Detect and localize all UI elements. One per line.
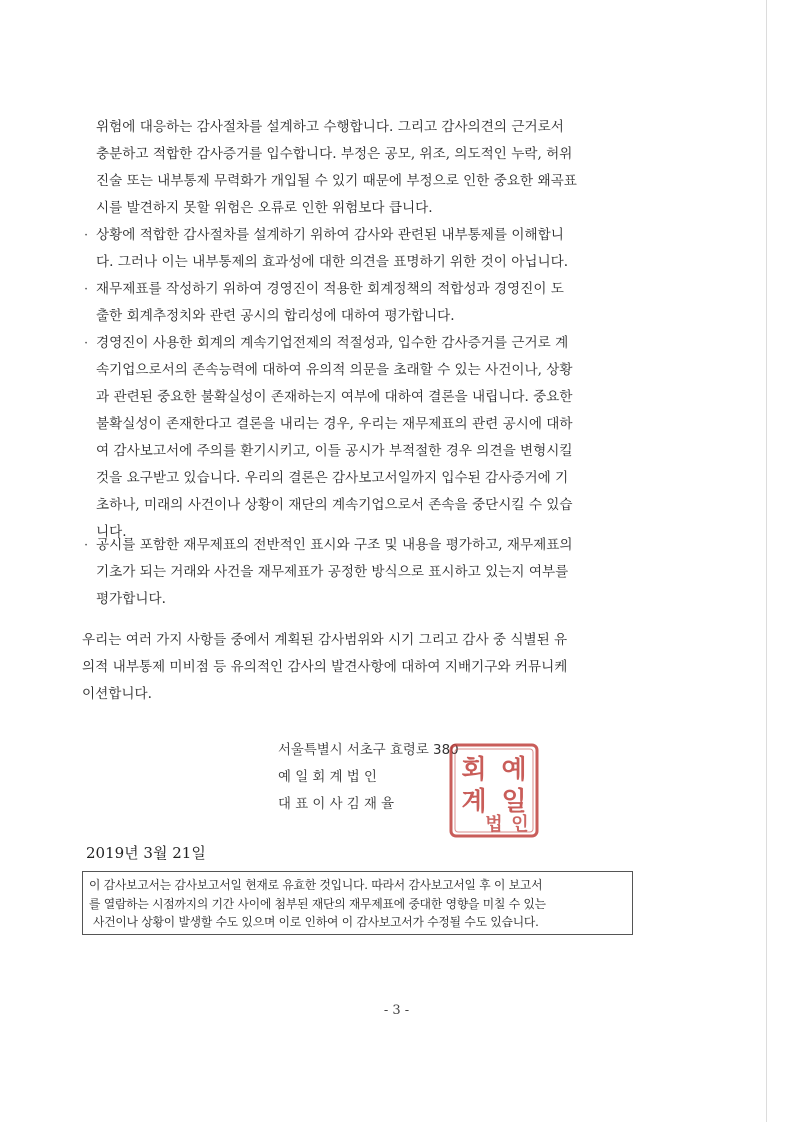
paragraph-line: 우리는 여러 가지 사항들 중에서 계획된 감사범위와 시기 그리고 감사 중 식별된 유 (82, 632, 568, 648)
bullet-line: 재무제표를 작성하기 위하여 경영진이 적용한 회계정책의 적합성과 경영진이 도 (96, 281, 564, 297)
bullet-line: 것을 요구받고 있습니다. 우리의 결론은 감사보고서일까지 입수된 감사증거에 기 (96, 470, 569, 486)
bullet-line: 상황에 적합한 감사절차를 설계하기 위하여 감사와 관련된 내부통제를 이해합니 (96, 227, 564, 243)
closing-paragraph (82, 627, 567, 708)
bullet-marker: · (84, 336, 89, 351)
seal-character: 일 (501, 787, 527, 817)
paragraph-line: 위험에 대응하는 감사절차를 설계하고 수행합니다. 그리고 감사의견의 근거로서 (96, 119, 564, 135)
firm-seal-stamp (448, 742, 540, 839)
bullet-line: 니다. (96, 524, 127, 540)
bullet-line: 기초가 되는 거래와 사건을 재무제표가 공정한 방식으로 표시하고 있는지 여부를 (96, 564, 569, 580)
paragraph-line: 충분하고 적합한 감사증거를 입수합니다. 부정은 공모, 위조, 의도적인 누락, 허위 (96, 146, 573, 162)
notice-line: 이 감사보고서는 감사보고서일 현재로 유효한 것입니다. 따라서 감사보고서일 후 이 보고서 (89, 878, 543, 892)
bullet-line: 초하나, 미래의 사건이나 상황이 재단의 계속기업으로서 존속을 중단시킬 수 있습 (96, 497, 573, 513)
bullet-item (96, 276, 564, 330)
bullet-marker: · (84, 282, 89, 297)
bullet-item (96, 532, 573, 613)
bullet-line: 출한 회계추정치와 관련 공시의 합리성에 대하여 평가합니다. (96, 308, 455, 324)
firm-representative: 대 표 이 사 김 재 율 (278, 797, 395, 812)
bullet-line: 여 감사보고서에 주의를 환기시키고, 이들 공시가 부적절한 경우 의견을 변형시킬 (96, 443, 573, 459)
bullet-line: 경영진이 사용한 회계의 계속기업전제의 적절성과, 입수한 감사증거를 근거로 계 (96, 335, 569, 351)
seal-character: 예 (501, 755, 527, 785)
seal-character: 계 (461, 787, 487, 817)
paragraph-line: 이션합니다. (82, 686, 152, 702)
bullet-item (96, 330, 573, 546)
validity-notice-box (82, 871, 633, 935)
bullet-line: 평가합니다. (96, 591, 166, 607)
firm-name: 예 일 회 계 법 인 (278, 770, 377, 785)
bullet-line: 과 관련된 중요한 불확실성이 존재하는지 여부에 대하여 결론을 내립니다. 중요한 (96, 389, 573, 405)
page-number: - 3 - (383, 1003, 410, 1018)
seal-character: 회 (461, 755, 487, 785)
firm-address: 서울특별시 서초구 효령로 380 (278, 743, 459, 758)
notice-line: 를 열람하는 시점까지의 기간 사이에 첨부된 재단의 재무제표에 중대한 영향을 미칠 수 있는 (89, 896, 546, 911)
report-date: 2019년 3월 21일 (86, 844, 206, 862)
bullet-item (96, 222, 568, 276)
bullet-marker: · (84, 228, 89, 243)
bullet-line: 다. 그러나 이는 내부통제의 효과성에 대한 의견을 표명하기 위한 것이 아닙니다. (96, 254, 569, 270)
bullet-line: 공시를 포함한 재무제표의 전반적인 표시와 구조 및 내용을 평가하고, 재무제표의 (96, 537, 573, 553)
page-edge-line (766, 0, 767, 1122)
bullet-line: 속기업으로서의 존속능력에 대하여 유의적 의문을 초래할 수 있는 사건이나, 상황 (96, 362, 573, 378)
seal-character: 법 (485, 814, 503, 835)
paragraph-line: 진술 또는 내부통제 무력화가 개입될 수 있기 때문에 부정으로 인한 중요한 왜곡표 (96, 173, 577, 189)
paragraph-line: 시를 발견하지 못할 위험은 오류로 인한 위험보다 큽니다. (96, 200, 433, 216)
notice-line: 사건이나 상황이 발생할 수도 있으며 이로 인하여 이 감사보고서가 수정될 수도 있습니다. (93, 915, 539, 929)
intro-paragraph (96, 114, 577, 222)
seal-character: 인 (511, 814, 529, 835)
paragraph-line: 의적 내부통제 미비점 등 유의적인 감사의 발견사항에 대하여 지배기구와 커뮤니케 (82, 659, 568, 675)
bullet-line: 불확실성이 존재한다고 결론을 내리는 경우, 우리는 재무제표의 관련 공시에 대하 (96, 416, 573, 432)
bullet-marker: · (84, 538, 89, 553)
